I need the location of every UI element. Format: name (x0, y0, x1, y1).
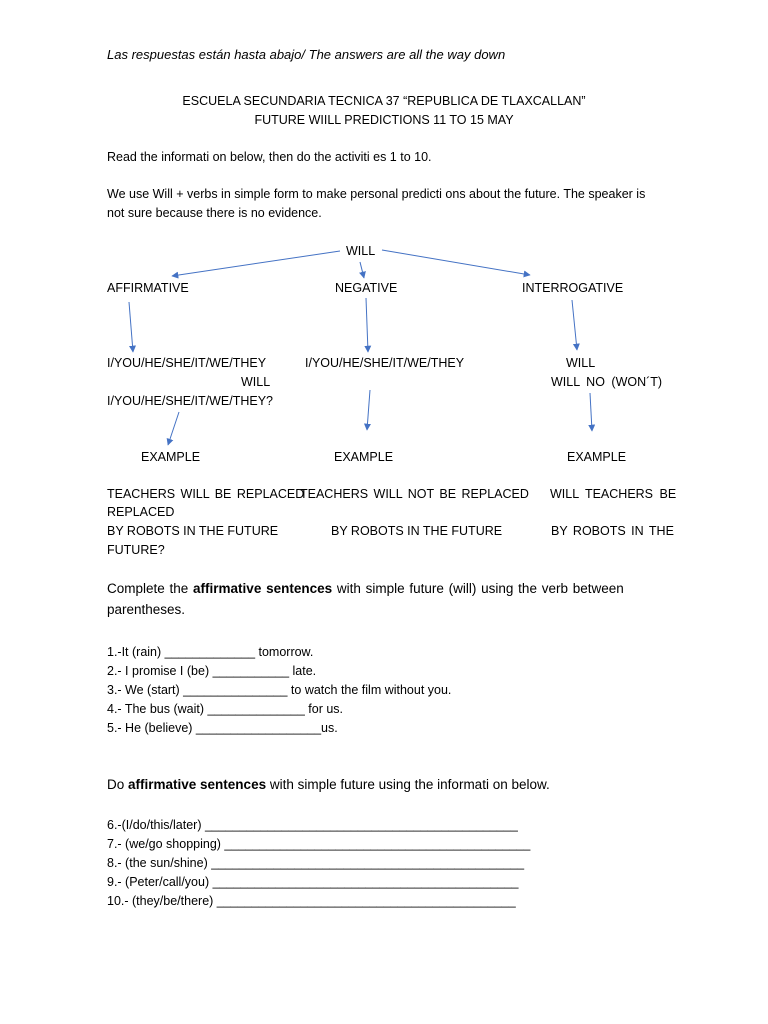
arrow-affirmative-down (129, 302, 133, 352)
school-title: ESCUELA SECUNDARIA TECNICA 37 “REPUBLICA DE TLAXCALLAN” (182, 94, 586, 108)
arrow-will-to-negative (360, 262, 364, 278)
interrogative-title: INTERROGATIVE (522, 281, 624, 295)
arrow-will-to-affirmative (172, 251, 340, 276)
section1-bold: affirmative sentences (193, 581, 333, 596)
exercise-item-5: 5.- He (believe) __________________us. (107, 721, 338, 735)
exercise-item-1: 1.-It (rain) _____________ tomorrow. (107, 645, 314, 659)
affirmative-example-3: BY ROBOTS IN THE FUTURE (107, 524, 279, 538)
exercise-item-10: 10.- (they/be/there) ___________________________________________ (107, 894, 516, 908)
section1-suffix: with simple future (will) using the verb between (332, 581, 624, 596)
worksheet-subtitle: FUTURE WIILL PREDICTIONS 11 TO 15 MAY (254, 113, 514, 127)
section1-instruction-line2: parentheses. (107, 602, 186, 617)
exercise-item-6: 6.-(I/do/this/later) _____________________________________________ (107, 818, 518, 832)
affirmative-example-label: EXAMPLE (141, 450, 201, 464)
affirmative-example-1: TEACHERS WILL BE REPLACED (107, 487, 305, 501)
section2-bold: affirmative sentences (128, 777, 267, 792)
section1-prefix: Complete the (107, 581, 194, 596)
arrow-interrogative-down (572, 300, 577, 350)
section2-suffix: with simple future using the informati on below. (266, 777, 550, 792)
exercise-item-7: 7.- (we/go shopping) ____________________________________________ (107, 837, 531, 851)
exercise-item-3: 3.- We (start) _______________ to watch the film without you. (107, 683, 452, 697)
interrogative-example-label: EXAMPLE (567, 450, 627, 464)
interrogative-question: I/YOU/HE/SHE/IT/WE/THEY? (107, 394, 273, 408)
negative-pronouns: I/YOU/HE/SHE/IT/WE/THEY (305, 356, 465, 370)
arrow-interrogative-example (590, 393, 592, 431)
diagram-will: WILL (346, 244, 376, 258)
arrow-negative-down (366, 298, 368, 352)
affirmative-example-2: REPLACED (107, 505, 175, 519)
interrogative-example-3: FUTURE? (107, 543, 165, 557)
instructions: Read the informati on below, then do the activiti es 1 to 10. (107, 150, 432, 164)
negative-example-2: BY ROBOTS IN THE FUTURE (331, 524, 503, 538)
exercise-item-4: 4.- The bus (wait) ______________ for us. (107, 702, 344, 716)
intro-line-2: not sure because there is no evidence. (107, 206, 322, 220)
section2-instruction (107, 778, 550, 792)
negative-example-label: EXAMPLE (334, 450, 394, 464)
interrogative-example-1: WILL TEACHERS BE (550, 487, 677, 501)
negative-example-1: TEACHERS WILL NOT BE REPLACED (300, 487, 529, 501)
section2-prefix: Do (107, 777, 129, 792)
answers-note: Las respuestas están hasta abajo/ The answers are all the way down (107, 47, 506, 62)
arrow-will-to-interrogative (382, 250, 530, 275)
exercise-item-9: 9.- (Peter/call/you) ____________________________________________ (107, 875, 519, 889)
affirmative-will: WILL (241, 375, 271, 389)
arrow-affirmative-example (168, 412, 179, 445)
interrogative-will-no: WILL NO (WON´T) (551, 375, 663, 389)
arrow-negative-example (367, 390, 370, 430)
negative-title: NEGATIVE (335, 281, 398, 295)
interrogative-example-2: BY ROBOTS IN THE (551, 524, 674, 538)
interrogative-will: WILL (566, 356, 596, 370)
intro-line-1: We use Will + verbs in simple form to make personal predicti ons about the future. The speaker is (107, 187, 646, 201)
section1-instruction (107, 582, 624, 596)
affirmative-pronouns: I/YOU/HE/SHE/IT/WE/THEY (107, 356, 267, 370)
affirmative-title: AFFIRMATIVE (107, 281, 189, 295)
exercise-item-2: 2.- I promise I (be) ___________ late. (107, 664, 317, 678)
exercise-item-8: 8.- (the sun/shine) _____________________________________________ (107, 856, 525, 870)
